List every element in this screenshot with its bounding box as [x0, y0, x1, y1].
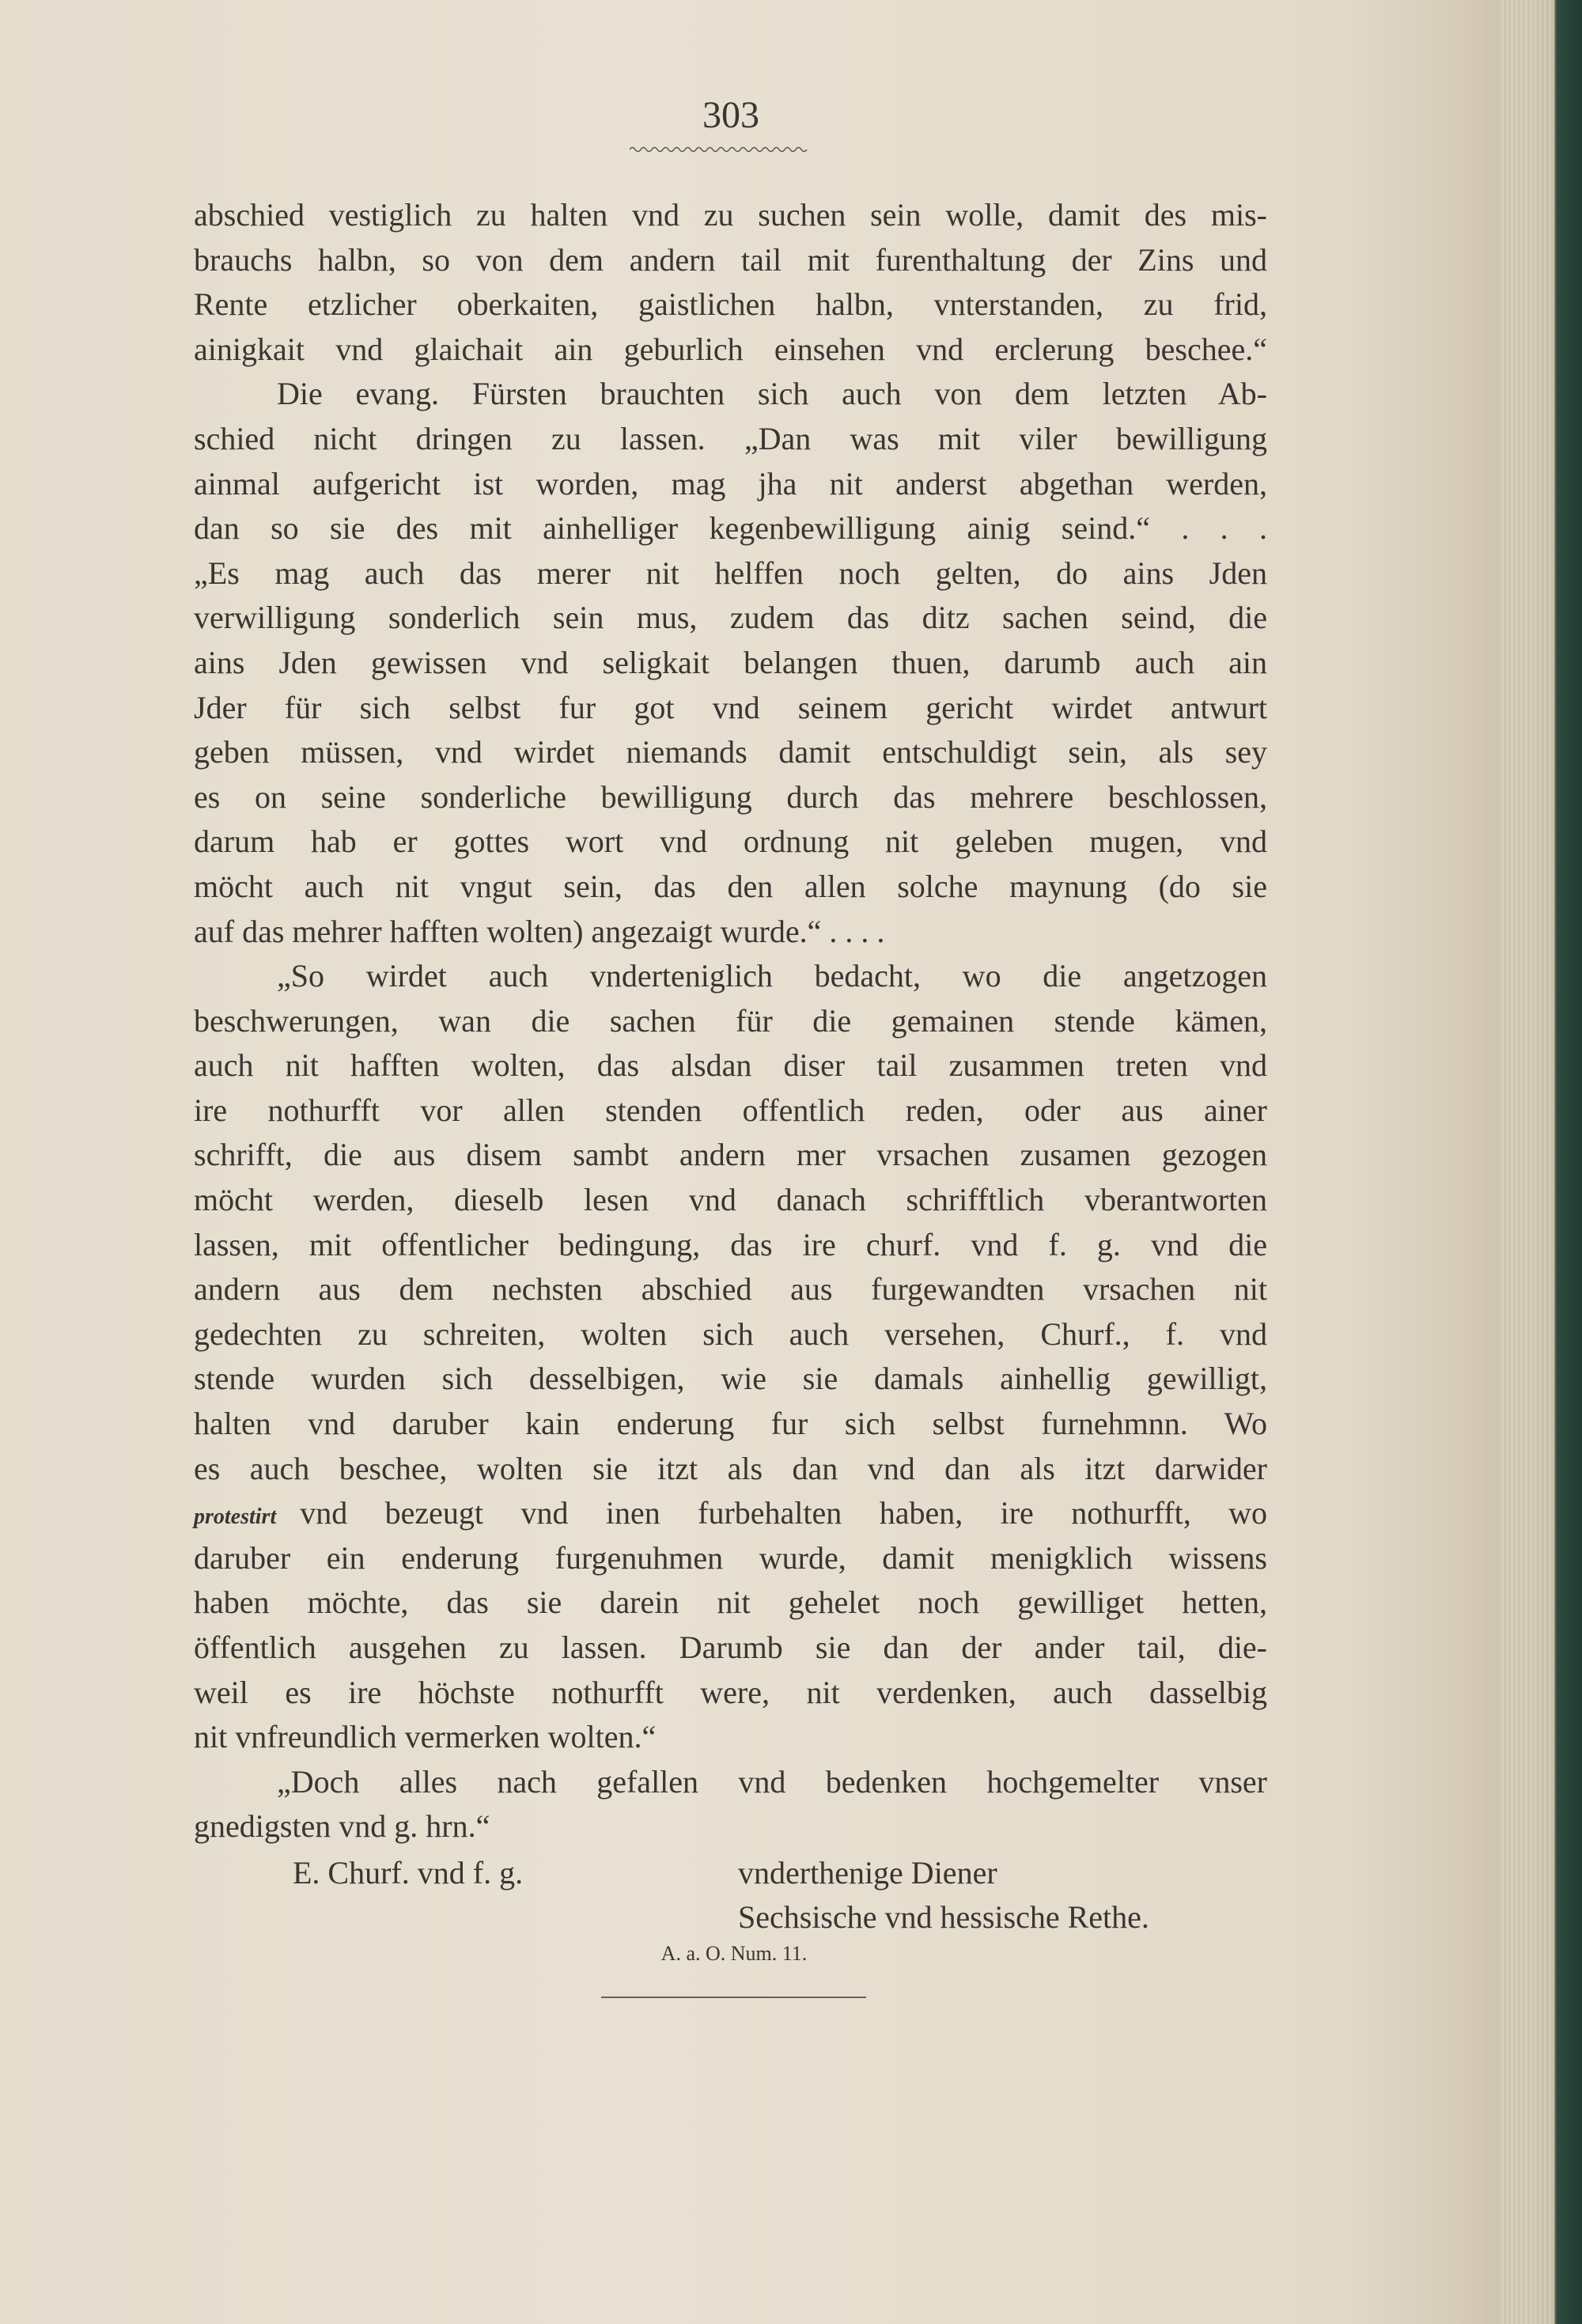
text-line: gedechten zu schreiten, wolten sich auch versehen, Churf., f. vnd [194, 1315, 1267, 1352]
text-line: lassen, mit offentlicher bedingung, das ire churf. vnd f. g. vnd die [194, 1226, 1267, 1262]
text-line: öffentlich ausgehen zu lassen. Darumb sie dan der ander tail, die- [194, 1629, 1267, 1665]
signature-left: E. Churf. vnd f. g. [293, 1855, 524, 1891]
text-line: halten vnd daruber kain enderung fur sich selbst furnehmnn. Wo [194, 1406, 1267, 1442]
italic-word: protestirt [194, 1505, 277, 1530]
signature-right-1: vnderthenige Diener [738, 1855, 997, 1891]
text-line: verwilligung sonderlich sein mus, zudem das ditz sachen seind, die [194, 600, 1267, 636]
text-line: stende wurden sich desselbigen, wie sie damals ainhellig gewilligt, [194, 1361, 1267, 1397]
text-line: ire nothurfft vor allen stenden offentlich reden, oder aus ainer [194, 1092, 1267, 1128]
horizontal-rule [601, 1997, 866, 1998]
wavy-ornament [630, 146, 808, 153]
text-line: möcht auch nit vngut sein, das den allen solche maynung (do sie [194, 868, 1267, 904]
text-line: gnedigsten vnd g. hrn.“ [194, 1808, 490, 1845]
text-line: abschied vestiglich zu halten vnd zu suchen sein wolle, damit des mis- [194, 197, 1267, 233]
text-line: es auch beschee, wolten sie itzt als dan vnd dan als itzt darwider [194, 1450, 1267, 1486]
signature-right-2: Sechsische vnd hessische Rethe. [738, 1899, 1149, 1935]
text-line: „So wirdet auch vnderteniglich bedacht, wo die angetzogen [277, 958, 1267, 994]
text-line: auf das mehrer hafften wolten) angezaigt wurde.“ . . . . [194, 913, 885, 949]
footnote: A. a. O. Num. 11. [660, 1942, 808, 1965]
text-line: Jder für sich selbst fur got vnd seinem gericht wirdet antwurt [194, 689, 1267, 725]
body-text [194, 193, 1267, 1849]
text-line: „Es mag auch das merer nit helffen noch gelten, do ains Jden [194, 555, 1267, 591]
text-line: daruber ein enderung furgenuhmen wurde, damit menigklich wissens [194, 1539, 1267, 1576]
text-line: Die evang. Fürsten brauchten sich auch von dem letzten Ab- [277, 376, 1267, 412]
page-edge [1499, 0, 1554, 2324]
text-line: schied nicht dringen zu lassen. „Dan was mit viler bewilligung [194, 420, 1267, 456]
text-line: beschwerungen, wan die sachen für die gemainen stende kämen, [194, 1002, 1267, 1039]
text-line: dan so sie des mit ainhelliger kegenbewilligung ainig seind.“ . . . [194, 510, 1267, 547]
text-line: haben möchte, das sie darein nit gehelet noch gewilliget hetten, [194, 1584, 1267, 1621]
text-line: es on seine sonderliche bewilligung durch das mehrere beschlossen, [194, 778, 1267, 815]
text-line: andern aus dem nechsten abschied aus furgewandten vrsachen nit [194, 1271, 1267, 1308]
text-line: geben müssen, vnd wirdet niemands damit entschuldigt sein, als sey [194, 734, 1267, 770]
text-line: weil es ire höchste nothurfft were, nit verdenken, auch dasselbig [194, 1674, 1267, 1710]
text-line [194, 1491, 1267, 1536]
text-line: ainigkait vnd glaichait ain geburlich einsehen vnd erclerung beschee.“ [194, 331, 1267, 367]
text-line: möcht werden, dieselb lesen vnd danach schrifftlich vberantworten [194, 1182, 1267, 1218]
text-line-rest: vnd bezeugt vnd inen furbehalten haben, ire nothurfft, wo [300, 1495, 1267, 1531]
text-line: nit vnfreundlich vermerken wolten.“ [194, 1719, 657, 1755]
text-line: ains Jden gewissen vnd seligkait belangen thuen, darumb auch ain [194, 644, 1267, 680]
text-line: ainmal aufgericht ist worden, mag jha nit anderst abgethan werden, [194, 465, 1267, 502]
text-line: darum hab er gottes wort vnd ordnung nit geleben mugen, vnd [194, 823, 1267, 860]
text-line: „Doch alles nach gefallen vnd bedenken hochgemelter vnser [277, 1763, 1267, 1800]
text-line: auch nit hafften wolten, das alsdan diser tail zusammen treten vnd [194, 1047, 1267, 1084]
text-line: brauchs halbn, so von dem andern tail mit furenthaltung der Zins und [194, 241, 1267, 278]
page-number: 303 [702, 94, 759, 136]
text-line: Rente etzlicher oberkaiten, gaistlichen halbn, vnterstanden, zu frid, [194, 286, 1267, 323]
text-line: schrifft, die aus disem sambt andern mer vrsachen zusamen gezogen [194, 1137, 1267, 1173]
